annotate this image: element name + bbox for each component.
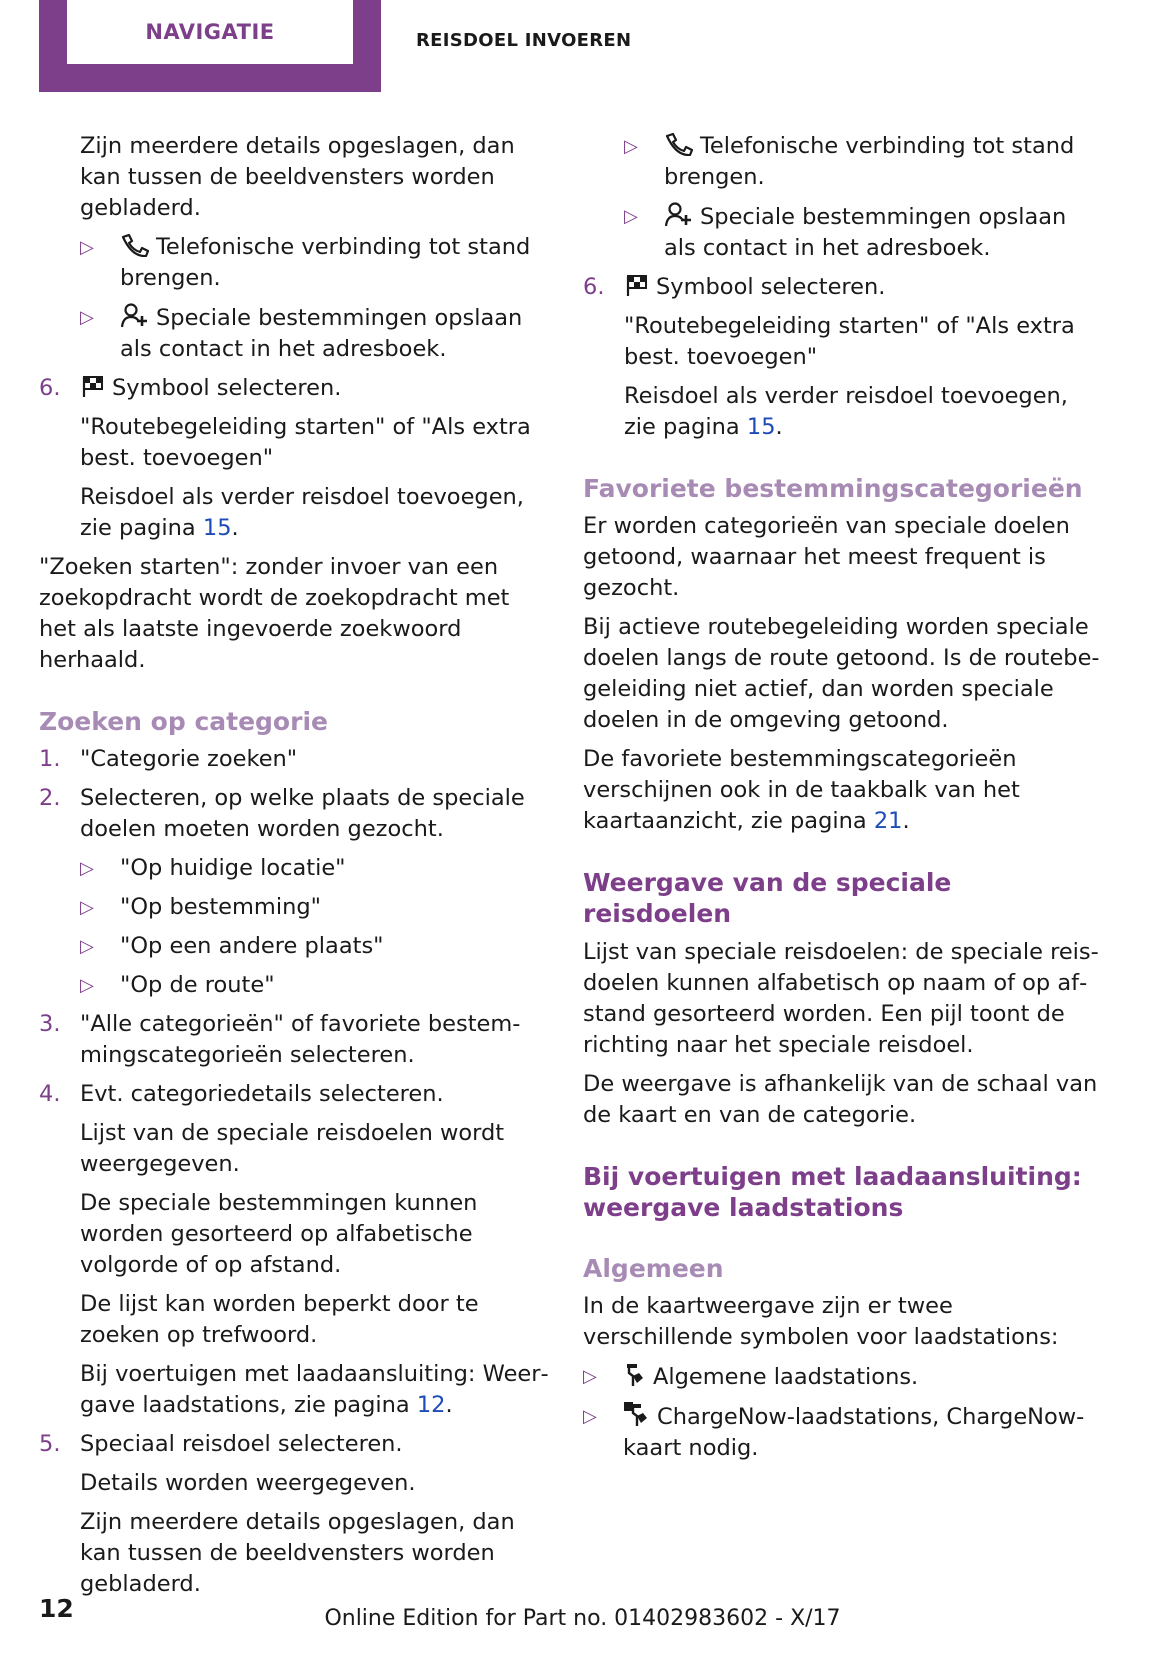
list-item: ▷ Telefonische verbinding tot stand brengen. <box>583 131 1103 193</box>
section-heading: Bij voertuigen met laadaansluiting: weergave laadstations <box>583 1162 1082 1222</box>
list-item: ▷ Speciale bestemmingen opslaan als contact in het adresboek. <box>39 302 549 365</box>
phone-icon <box>120 233 150 257</box>
paragraph: Bij voertuigen met laadaansluiting: Weergave laadstations, zie pagina 12. <box>80 1361 549 1418</box>
paragraph: Bij actieve routebegeleiding worden speciale doelen langs de route getoond. Is de routebegeleiding niet actief, dan worden speciale doelen in de omgeving getoond. <box>583 614 1100 733</box>
page-link[interactable]: 15 <box>746 414 776 440</box>
right-column <box>583 131 1103 1472</box>
subheading: Favoriete bestemmingscategorieën <box>583 474 1083 503</box>
list-item: ▷ ChargeNow-laadstations, ChargeNow-kaart nodig. <box>583 1401 1103 1464</box>
list-item: 2. Selecteren, op welke plaats de speciale doelen moeten worden gezocht. <box>39 785 525 842</box>
paragraph: Reisdoel als verder reisdoel toevoegen, zie pagina 15. <box>624 383 1068 440</box>
paragraph: Lijst van de speciale reisdoelen wordt weergegeven. <box>80 1120 505 1177</box>
paragraph: Zijn meerdere details opgeslagen, dan kan tussen de beeldvensters worden gebladerd. <box>80 1509 515 1597</box>
paragraph: "Zoeken starten": zonder invoer van een zoekopdracht wordt de zoekopdracht met het als laatste ingevoerde zoekwoord herhaald. <box>39 554 510 673</box>
list-item: ▷ "Op huidige locatie" <box>39 853 549 884</box>
phone-icon <box>664 132 694 156</box>
paragraph: Er worden categorieën van speciale doelen getoond, waarnaar het meest frequent is gezocht. <box>583 513 1070 601</box>
bullet-triangle-icon: ▷ <box>583 1366 597 1387</box>
list-item: 6. Symbool selecteren. <box>39 375 342 401</box>
left-column <box>39 131 549 1608</box>
charging-station-icon <box>623 1361 647 1387</box>
paragraph: De weergave is afhankelijk van de schaal van de kaart en van de categorie. <box>583 1071 1098 1128</box>
bullet-triangle-icon: ▷ <box>624 136 638 157</box>
paragraph: Reisdoel als verder reisdoel toevoegen, zie pagina 15. <box>80 484 524 541</box>
subheading: Algemeen <box>583 1254 724 1283</box>
destination-flag-icon <box>624 273 650 297</box>
paragraph: De lijst kan worden beperkt door te zoeken op trefwoord. <box>80 1291 479 1348</box>
chapter-tab <box>67 0 353 64</box>
page-number: 12 <box>39 1594 74 1623</box>
list-item: ▷ "Op de route" <box>39 970 549 1001</box>
bullet-triangle-icon: ▷ <box>80 237 94 258</box>
page-link[interactable]: 15 <box>202 515 232 541</box>
paragraph: De favoriete bestemmingscategorieën verschijnen ook in de taakbalk van het kaartaanzicht, zie pagina 21. <box>583 746 1020 834</box>
bullet-triangle-icon: ▷ <box>80 897 94 918</box>
list-item: ▷ Speciale bestemmingen opslaan als contact in het adresboek. <box>583 201 1103 264</box>
paragraph: Lijst van speciale reisdoelen: de speciale reisdoelen kunnen alfabetisch op naam of op afstand gesorteerd worden. Een pijl toont de richting naar het speciale reisdoel. <box>583 939 1099 1058</box>
chapter-title: NAVIGATIE <box>145 20 275 44</box>
bullet-triangle-icon: ▷ <box>80 307 94 328</box>
list-item: ▷ "Op een andere plaats" <box>39 931 549 962</box>
paragraph: "Routebegeleiding starten" of "Als extra best. toevoegen" <box>80 414 531 471</box>
paragraph: "Routebegeleiding starten" of "Als extra best. toevoegen" <box>624 313 1075 370</box>
list-item: 3. "Alle categorieën" of favoriete bestemmingscategorieën selecteren. <box>39 1011 521 1068</box>
page-link[interactable]: 12 <box>416 1392 446 1418</box>
bullet-triangle-icon: ▷ <box>583 1406 597 1427</box>
footer-edition: Online Edition for Part no. 01402983602 - X/17 <box>324 1606 841 1631</box>
bullet-triangle-icon: ▷ <box>624 206 638 227</box>
list-item: ▷ Algemene laadstations. <box>583 1361 1103 1393</box>
destination-flag-icon <box>80 374 106 398</box>
chargenow-station-icon <box>623 1401 651 1427</box>
list-item: 4. Evt. categoriedetails selecteren. <box>39 1081 444 1107</box>
bullet-triangle-icon: ▷ <box>80 858 94 879</box>
bullet-triangle-icon: ▷ <box>80 975 94 996</box>
list-item: 1. "Categorie zoeken" <box>39 746 298 772</box>
paragraph: Details worden weergegeven. <box>80 1470 416 1496</box>
paragraph: Zijn meerdere details opgeslagen, dan kan tussen de beeldvensters worden gebladerd. <box>80 133 515 221</box>
add-contact-icon <box>664 201 694 227</box>
list-item: ▷ Telefonische verbinding tot stand brengen. <box>39 232 549 294</box>
bullet-triangle-icon: ▷ <box>80 936 94 957</box>
list-item: 6. Symbool selecteren. <box>583 274 886 300</box>
page-link[interactable]: 21 <box>873 808 903 834</box>
subheading: Zoeken op categorie <box>39 707 328 736</box>
add-contact-icon <box>120 302 150 328</box>
section-heading: Weergave van de speciale reisdoelen <box>583 868 952 928</box>
paragraph: In de kaartweergave zijn er twee verschillende symbolen voor laadstations: <box>583 1293 1059 1350</box>
list-item: ▷ "Op bestemming" <box>39 892 549 923</box>
paragraph: De speciale bestemmingen kunnen worden gesorteerd op alfabetische volgorde of op afstand. <box>80 1190 478 1278</box>
list-item: 5. Speciaal reisdoel selecteren. <box>39 1431 403 1457</box>
section-title: REISDOEL INVOEREN <box>416 30 632 51</box>
